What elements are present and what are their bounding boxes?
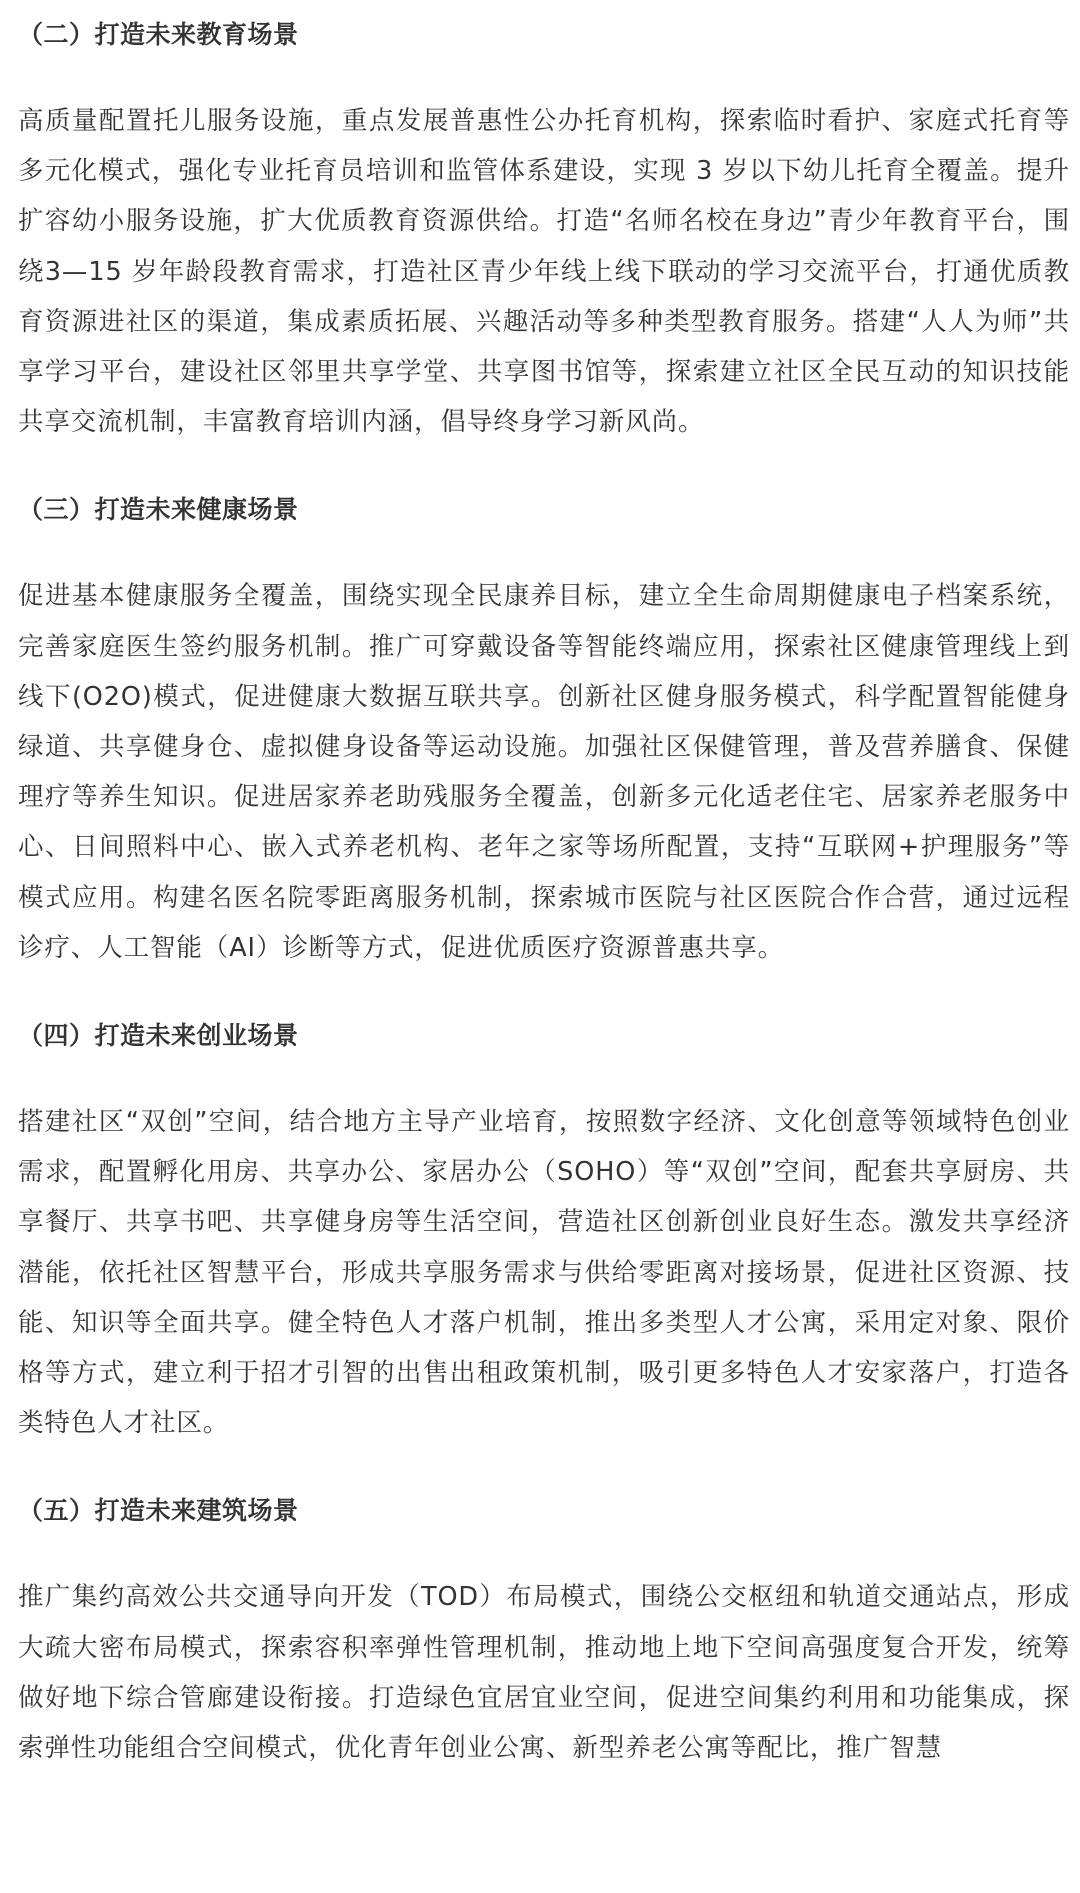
section-health <box>18 489 1070 973</box>
section-paragraph: 推广集约高效公共交通导向开发（TOD）布局模式，围绕公交枢纽和轨道交通站点，形成大疏大密布局模式，探索容积率弹性管理机制，推动地上地下空间高强度复合开发，统筹做好地下综合管廊建设衔接。打造绿色宜居宜业空间，促进空间集约利用和功能集成，探索弹性功能组合空间模式，优化青年创业公寓、新型养老公寓等配比，推广智慧 <box>18 1582 1070 1764</box>
section-heading: （二）打造未来教育场景 <box>18 20 299 49</box>
section-heading: （五）打造未来建筑场景 <box>18 1496 299 1526</box>
section-paragraph: 促进基本健康服务全覆盖，围绕实现全民康养目标，建立全生命周期健康电子档案系统，完善家庭医生签约服务机制。推广可穿戴设备等智能终端应用，探索社区健康管理线上到线下(O2O)模式，促进健康大数据互联共享。创新社区健身服务模式，科学配置智能健身绿道、共享健身仓、虚拟健身设备等运动设施。加强社区保健管理，普及营养膳食、保健理疗等养生知识。促进居家养老助残服务全覆盖，创新多元化适老住宅、居家养老服务中心、日间照料中心、嵌入式养老机构、老年之家等场所配置，支持“互联网+护理服务”等模式应用。构建名医名院零距离服务机制，探索城市医院与社区医院合作合营，通过远程诊疗、人工智能（AI）诊断等方式，促进优质医疗资源普惠共享。 <box>18 581 1070 963</box>
section-heading: （三）打造未来健康场景 <box>18 495 299 525</box>
section-paragraph: 高质量配置托儿服务设施，重点发展普惠性公办托育机构，探索临时看护、家庭式托育等多元化模式，强化专业托育员培训和监管体系建设，实现 3 岁以下幼儿托育全覆盖。提升扩容幼小服务设施，扩大优质教育资源供给。打造“名师名校在身边”青少年教育平台，围绕3—15 岁年龄段教育需求，打造社区青少年线上线下联动的学习交流平台，打通优质教育资源进社区的渠道，集成素质拓展、兴趣活动等多种类型教育服务。搭建“人人为师”共享学习平台，建设社区邻里共享学堂、共享图书馆等，探索建立社区全民互动的知识技能共享交流机制，丰富教育培训内涵，倡导终身学习新风尚。 <box>18 106 1070 438</box>
section-paragraph: 搭建社区“双创”空间，结合地方主导产业培育，按照数字经济、文化创意等领域特色创业需求，配置孵化用房、共享办公、家居办公（SOHO）等“双创”空间，配套共享厨房、共享餐厅、共享书吧、共享健身房等生活空间，营造社区创新创业良好生态。激发共享经济潜能，依托社区智慧平台，形成共享服务需求与供给零距离对接场景，促进社区资源、技能、知识等全面共享。健全特色人才落户机制，推出多类型人才公寓，采用定对象、限价格等方式，建立利于招才引智的出售出租政策机制，吸引更多特色人才安家落户，打造各类特色人才社区。 <box>18 1107 1070 1439</box>
section-education <box>18 14 1070 447</box>
section-architecture <box>18 1490 1070 1773</box>
section-entrepreneurship <box>18 1015 1070 1448</box>
section-heading: （四）打造未来创业场景 <box>18 1021 299 1051</box>
